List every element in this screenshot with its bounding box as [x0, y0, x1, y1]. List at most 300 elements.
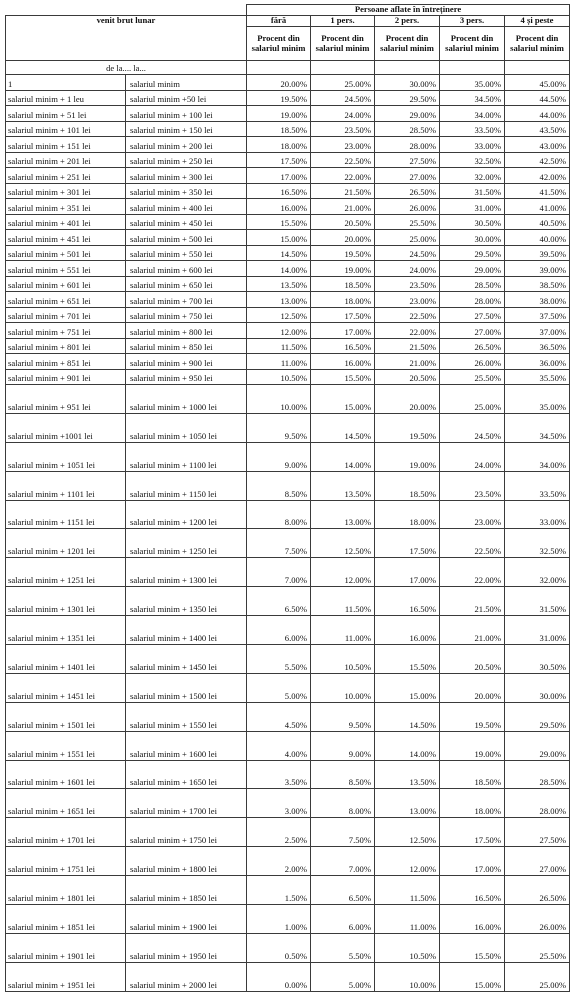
percent-cell: 35.00%	[505, 385, 570, 414]
percent-cell: 7.50%	[247, 529, 311, 558]
table-row	[6, 152, 570, 168]
percent-cell: 8.50%	[247, 471, 311, 500]
percent-cell: 20.50%	[375, 369, 440, 385]
table-row	[6, 75, 570, 91]
table-row	[6, 168, 570, 184]
table-row	[6, 106, 570, 122]
percent-cell: 25.00%	[375, 230, 440, 246]
gross-income-header: venit brut lunar	[6, 16, 247, 61]
income-from-cell: salariul minim + 1051 lei	[6, 442, 126, 471]
percent-cell: 23.00%	[311, 137, 375, 153]
percent-cell: 29.50%	[440, 245, 505, 261]
income-from-cell: salariul minim + 1501 lei	[6, 702, 126, 731]
percent-cell: 38.00%	[505, 292, 570, 308]
income-to-cell: salariul minim + 1100 lei	[126, 442, 247, 471]
percent-cell: 25.50%	[440, 369, 505, 385]
percent-cell: 15.00%	[247, 230, 311, 246]
percent-cell: 36.50%	[505, 338, 570, 354]
empty-cell	[375, 61, 440, 75]
percent-cell: 27.50%	[375, 152, 440, 168]
percent-cell: 11.50%	[311, 587, 375, 616]
col-header-1-person: 1 pers.	[311, 16, 375, 27]
percent-cell: 31.50%	[440, 183, 505, 199]
percent-cell: 11.50%	[375, 876, 440, 905]
percent-cell: 21.50%	[440, 587, 505, 616]
percent-cell: 18.00%	[311, 292, 375, 308]
empty-cell	[247, 61, 311, 75]
col-header-none: fără	[247, 16, 311, 27]
percent-cell: 5.00%	[311, 962, 375, 991]
income-from-cell: salariul minim + 501 lei	[6, 245, 126, 261]
percent-cell: 18.50%	[247, 121, 311, 137]
income-to-cell: salariul minim + 450 lei	[126, 214, 247, 230]
table-row	[6, 276, 570, 292]
percent-cell: 34.50%	[505, 413, 570, 442]
percent-cell: 32.00%	[505, 558, 570, 587]
income-to-cell: salariul minim + 500 lei	[126, 230, 247, 246]
table-row	[6, 90, 570, 106]
percent-cell: 28.00%	[375, 137, 440, 153]
income-from-cell: salariul minim + 1901 lei	[6, 933, 126, 962]
income-to-cell: salariul minim + 1750 lei	[126, 818, 247, 847]
percent-cell: 39.00%	[505, 261, 570, 277]
percent-cell: 33.00%	[440, 137, 505, 153]
income-from-cell: salariul minim + 1951 lei	[6, 962, 126, 991]
table-row	[6, 338, 570, 354]
percent-cell: 31.50%	[505, 587, 570, 616]
percent-cell: 12.00%	[375, 847, 440, 876]
income-to-cell: salariul minim + 1900 lei	[126, 905, 247, 934]
percent-cell: 29.00%	[505, 731, 570, 760]
table-body	[6, 75, 570, 992]
percent-header: Procent din salariul minim	[505, 27, 570, 61]
percent-cell: 18.50%	[375, 471, 440, 500]
percent-cell: 25.50%	[375, 214, 440, 230]
income-from-cell: salariul minim + 1601 lei	[6, 760, 126, 789]
col-header-2-persons: 2 pers.	[375, 16, 440, 27]
income-to-cell: salariul minim + 250 lei	[126, 152, 247, 168]
income-to-cell: salariul minim + 1600 lei	[126, 731, 247, 760]
income-from-cell: salariul minim + 1551 lei	[6, 731, 126, 760]
table-row	[6, 760, 570, 789]
percent-cell: 22.00%	[311, 168, 375, 184]
table-row	[6, 214, 570, 230]
income-from-cell: salariul minim + 401 lei	[6, 214, 126, 230]
income-from-cell: salariul minim + 151 lei	[6, 137, 126, 153]
income-to-cell: salariul minim +50 lei	[126, 90, 247, 106]
income-from-cell: salariul minim + 951 lei	[6, 385, 126, 414]
percent-cell: 11.50%	[247, 338, 311, 354]
percent-cell: 6.00%	[311, 905, 375, 934]
percent-cell: 1.50%	[247, 876, 311, 905]
percent-cell: 18.00%	[440, 789, 505, 818]
income-from-cell: salariul minim +1001 lei	[6, 413, 126, 442]
percent-cell: 22.50%	[311, 152, 375, 168]
percent-cell: 37.00%	[505, 323, 570, 339]
income-from-cell: salariul minim + 1701 lei	[6, 818, 126, 847]
income-to-cell: salariul minim + 1850 lei	[126, 876, 247, 905]
percent-cell: 28.00%	[440, 292, 505, 308]
percent-cell: 30.50%	[505, 645, 570, 674]
percent-cell: 10.50%	[247, 369, 311, 385]
percent-cell: 29.00%	[375, 106, 440, 122]
income-to-cell: salariul minim + 150 lei	[126, 121, 247, 137]
percent-cell: 7.00%	[311, 847, 375, 876]
percent-cell: 21.50%	[311, 183, 375, 199]
table-row	[6, 230, 570, 246]
table-row	[6, 413, 570, 442]
table-row	[6, 962, 570, 991]
income-to-cell: salariul minim	[126, 75, 247, 91]
percent-cell: 26.00%	[440, 354, 505, 370]
percent-cell: 18.00%	[375, 500, 440, 529]
income-from-cell: salariul minim + 851 lei	[6, 354, 126, 370]
percent-cell: 43.50%	[505, 121, 570, 137]
percent-cell: 25.50%	[505, 933, 570, 962]
percent-cell: 20.00%	[375, 385, 440, 414]
table-row	[6, 500, 570, 529]
percent-cell: 26.50%	[505, 876, 570, 905]
income-from-cell: salariul minim + 1401 lei	[6, 645, 126, 674]
percent-cell: 17.50%	[375, 529, 440, 558]
percent-cell: 10.00%	[375, 962, 440, 991]
table-row	[6, 731, 570, 760]
percent-cell: 22.50%	[375, 307, 440, 323]
percent-cell: 4.00%	[247, 731, 311, 760]
income-to-cell: salariul minim + 700 lei	[126, 292, 247, 308]
income-from-cell: salariul minim + 1101 lei	[6, 471, 126, 500]
percent-cell: 28.00%	[505, 789, 570, 818]
percent-cell: 21.00%	[440, 616, 505, 645]
percent-cell: 19.50%	[311, 245, 375, 261]
percent-cell: 12.50%	[375, 818, 440, 847]
income-to-cell: salariul minim + 1400 lei	[126, 616, 247, 645]
percent-cell: 13.50%	[311, 471, 375, 500]
col-header-3-persons: 3 pers.	[440, 16, 505, 27]
income-from-cell: salariul minim + 251 lei	[6, 168, 126, 184]
percent-cell: 11.00%	[375, 905, 440, 934]
table-row	[6, 245, 570, 261]
income-to-cell: salariul minim + 1650 lei	[126, 760, 247, 789]
percent-cell: 19.00%	[247, 106, 311, 122]
percent-cell: 17.50%	[311, 307, 375, 323]
income-from-cell: salariul minim + 201 lei	[6, 152, 126, 168]
percent-cell: 14.50%	[247, 245, 311, 261]
table-row	[6, 369, 570, 385]
percent-cell: 20.00%	[440, 673, 505, 702]
percent-cell: 34.50%	[440, 90, 505, 106]
percent-cell: 13.00%	[375, 789, 440, 818]
percent-cell: 17.50%	[440, 818, 505, 847]
percent-cell: 12.00%	[247, 323, 311, 339]
percent-cell: 0.50%	[247, 933, 311, 962]
percent-cell: 11.00%	[311, 616, 375, 645]
income-to-cell: salariul minim + 400 lei	[126, 199, 247, 215]
percent-cell: 45.00%	[505, 75, 570, 91]
income-from-cell: salariul minim + 1 leu	[6, 90, 126, 106]
percent-cell: 24.00%	[375, 261, 440, 277]
percent-cell: 20.00%	[311, 230, 375, 246]
percent-cell: 14.00%	[311, 442, 375, 471]
percent-cell: 10.00%	[247, 385, 311, 414]
empty-cell	[440, 61, 505, 75]
income-from-cell: salariul minim + 1451 lei	[6, 673, 126, 702]
percent-cell: 14.00%	[247, 261, 311, 277]
percent-cell: 35.50%	[505, 369, 570, 385]
table-row	[6, 199, 570, 215]
percent-cell: 24.50%	[375, 245, 440, 261]
percent-cell: 16.50%	[375, 587, 440, 616]
percent-cell: 15.50%	[311, 369, 375, 385]
table-row	[6, 183, 570, 199]
percent-cell: 21.00%	[311, 199, 375, 215]
percent-cell: 11.00%	[247, 354, 311, 370]
income-to-cell: salariul minim + 100 lei	[126, 106, 247, 122]
percent-cell: 35.00%	[440, 75, 505, 91]
percent-cell: 15.00%	[375, 673, 440, 702]
income-to-cell: salariul minim + 200 lei	[126, 137, 247, 153]
table-row	[6, 905, 570, 934]
table-row	[6, 385, 570, 414]
table-row	[6, 702, 570, 731]
percent-cell: 3.50%	[247, 760, 311, 789]
percent-cell: 26.00%	[505, 905, 570, 934]
percent-cell: 41.50%	[505, 183, 570, 199]
percent-cell: 16.50%	[311, 338, 375, 354]
table-row	[6, 529, 570, 558]
income-to-cell: salariul minim + 600 lei	[126, 261, 247, 277]
table-row	[6, 645, 570, 674]
percent-cell: 0.00%	[247, 962, 311, 991]
percent-header: Procent din salariul minim	[375, 27, 440, 61]
income-to-cell: salariul minim + 1200 lei	[126, 500, 247, 529]
percent-cell: 17.50%	[247, 152, 311, 168]
percent-cell: 19.00%	[375, 442, 440, 471]
percent-cell: 18.50%	[440, 760, 505, 789]
percent-cell: 26.50%	[375, 183, 440, 199]
percent-cell: 9.50%	[311, 702, 375, 731]
percent-cell: 16.00%	[375, 616, 440, 645]
income-to-cell: salariul minim + 1550 lei	[126, 702, 247, 731]
income-from-cell: salariul minim + 101 lei	[6, 121, 126, 137]
percent-cell: 6.50%	[311, 876, 375, 905]
percent-cell: 39.50%	[505, 245, 570, 261]
percent-cell: 37.50%	[505, 307, 570, 323]
income-from-cell: salariul minim + 651 lei	[6, 292, 126, 308]
percent-cell: 19.50%	[375, 413, 440, 442]
table-row	[6, 471, 570, 500]
table-row	[6, 876, 570, 905]
percent-cell: 15.50%	[440, 933, 505, 962]
percent-header: Procent din salariul minim	[311, 27, 375, 61]
percent-cell: 30.50%	[440, 214, 505, 230]
percent-cell: 13.00%	[247, 292, 311, 308]
percent-cell: 9.50%	[247, 413, 311, 442]
income-from-cell: salariul minim + 1251 lei	[6, 558, 126, 587]
table-row	[6, 323, 570, 339]
percent-cell: 15.00%	[440, 962, 505, 991]
table-row	[6, 292, 570, 308]
income-from-cell: salariul minim + 1851 lei	[6, 905, 126, 934]
percent-cell: 23.00%	[440, 500, 505, 529]
income-from-cell: salariul minim + 701 lei	[6, 307, 126, 323]
income-to-cell: salariul minim + 1950 lei	[126, 933, 247, 962]
percent-cell: 24.50%	[440, 413, 505, 442]
table-row	[6, 818, 570, 847]
percent-cell: 3.00%	[247, 789, 311, 818]
percent-cell: 32.00%	[440, 168, 505, 184]
percent-cell: 15.00%	[311, 385, 375, 414]
percent-cell: 30.00%	[375, 75, 440, 91]
income-to-cell: salariul minim + 1350 lei	[126, 587, 247, 616]
percent-cell: 17.00%	[375, 558, 440, 587]
percent-cell: 34.00%	[505, 442, 570, 471]
income-to-cell: salariul minim + 1000 lei	[126, 385, 247, 414]
income-from-cell: salariul minim + 1351 lei	[6, 616, 126, 645]
income-to-cell: salariul minim + 750 lei	[126, 307, 247, 323]
percent-cell: 24.00%	[440, 442, 505, 471]
percent-cell: 42.50%	[505, 152, 570, 168]
percent-cell: 14.00%	[375, 731, 440, 760]
income-from-cell: 1	[6, 75, 126, 91]
percent-cell: 28.50%	[440, 276, 505, 292]
income-from-cell: salariul minim + 801 lei	[6, 338, 126, 354]
percent-cell: 15.50%	[247, 214, 311, 230]
percent-cell: 27.00%	[375, 168, 440, 184]
percent-cell: 17.00%	[247, 168, 311, 184]
percent-cell: 5.50%	[247, 645, 311, 674]
percent-cell: 7.50%	[311, 818, 375, 847]
percent-cell: 22.00%	[375, 323, 440, 339]
income-to-cell: salariul minim + 1800 lei	[126, 847, 247, 876]
percent-cell: 40.50%	[505, 214, 570, 230]
income-to-cell: salariul minim + 650 lei	[126, 276, 247, 292]
income-from-cell: salariul minim + 51 lei	[6, 106, 126, 122]
percent-cell: 5.00%	[247, 673, 311, 702]
income-from-cell: salariul minim + 1151 lei	[6, 500, 126, 529]
percent-cell: 17.00%	[440, 847, 505, 876]
percent-cell: 30.00%	[440, 230, 505, 246]
percent-cell: 44.50%	[505, 90, 570, 106]
percent-cell: 6.00%	[247, 616, 311, 645]
percent-cell: 12.50%	[247, 307, 311, 323]
income-to-cell: salariul minim + 300 lei	[126, 168, 247, 184]
percent-cell: 24.00%	[311, 106, 375, 122]
table-row	[6, 616, 570, 645]
table-row	[6, 933, 570, 962]
percent-cell: 27.00%	[505, 847, 570, 876]
percent-cell: 12.00%	[311, 558, 375, 587]
income-from-cell: salariul minim + 1201 lei	[6, 529, 126, 558]
empty-cell	[311, 61, 375, 75]
table-row	[6, 307, 570, 323]
percent-cell: 12.50%	[311, 529, 375, 558]
percent-cell: 25.00%	[440, 385, 505, 414]
percent-cell: 32.50%	[440, 152, 505, 168]
income-to-cell: salariul minim + 1450 lei	[126, 645, 247, 674]
percent-cell: 25.00%	[505, 962, 570, 991]
income-from-cell: salariul minim + 451 lei	[6, 230, 126, 246]
income-to-cell: salariul minim + 350 lei	[126, 183, 247, 199]
percent-cell: 28.50%	[375, 121, 440, 137]
dependents-group-header: Persoane aflate în întreținere	[247, 5, 570, 16]
percent-header: Procent din salariul minim	[247, 27, 311, 61]
percent-cell: 2.00%	[247, 847, 311, 876]
income-to-cell: salariul minim + 1300 lei	[126, 558, 247, 587]
percent-cell: 20.00%	[247, 75, 311, 91]
percent-cell: 10.50%	[375, 933, 440, 962]
percent-cell: 24.50%	[311, 90, 375, 106]
table-row	[6, 558, 570, 587]
percent-cell: 6.50%	[247, 587, 311, 616]
percent-cell: 15.50%	[375, 645, 440, 674]
income-to-cell: salariul minim + 550 lei	[126, 245, 247, 261]
percent-cell: 16.00%	[311, 354, 375, 370]
percent-cell: 31.00%	[440, 199, 505, 215]
percent-cell: 30.00%	[505, 673, 570, 702]
percent-cell: 21.00%	[375, 354, 440, 370]
percent-cell: 34.00%	[440, 106, 505, 122]
table-row	[6, 789, 570, 818]
percent-cell: 14.50%	[375, 702, 440, 731]
percent-cell: 22.00%	[440, 558, 505, 587]
percent-cell: 16.00%	[440, 905, 505, 934]
percent-cell: 10.00%	[311, 673, 375, 702]
percent-cell: 17.00%	[311, 323, 375, 339]
percent-cell: 38.50%	[505, 276, 570, 292]
income-from-cell: salariul minim + 301 lei	[6, 183, 126, 199]
percent-cell: 4.50%	[247, 702, 311, 731]
percent-cell: 14.50%	[311, 413, 375, 442]
percent-cell: 32.50%	[505, 529, 570, 558]
percent-header: Procent din salariul minim	[440, 27, 505, 61]
income-to-cell: salariul minim + 2000 lei	[126, 962, 247, 991]
percent-cell: 9.00%	[311, 731, 375, 760]
percent-cell: 26.50%	[440, 338, 505, 354]
percent-cell: 26.00%	[375, 199, 440, 215]
table-row	[6, 847, 570, 876]
percent-cell: 23.50%	[311, 121, 375, 137]
income-from-cell: salariul minim + 1301 lei	[6, 587, 126, 616]
col-header-4-plus: 4 și peste	[505, 16, 570, 27]
percent-cell: 31.00%	[505, 616, 570, 645]
header-blank-cell	[6, 5, 247, 16]
percent-cell: 20.50%	[440, 645, 505, 674]
percent-cell: 16.00%	[247, 199, 311, 215]
percent-cell: 8.00%	[311, 789, 375, 818]
percent-cell: 36.00%	[505, 354, 570, 370]
percent-cell: 33.50%	[505, 471, 570, 500]
percent-cell: 18.00%	[247, 137, 311, 153]
table-row	[6, 354, 570, 370]
percent-cell: 1.00%	[247, 905, 311, 934]
percent-cell: 27.50%	[440, 307, 505, 323]
percent-cell: 23.00%	[375, 292, 440, 308]
percent-cell: 7.00%	[247, 558, 311, 587]
income-from-cell: salariul minim + 1801 lei	[6, 876, 126, 905]
percent-cell: 27.00%	[440, 323, 505, 339]
percent-cell: 16.50%	[247, 183, 311, 199]
percent-cell: 40.00%	[505, 230, 570, 246]
percent-cell: 41.00%	[505, 199, 570, 215]
income-from-cell: salariul minim + 901 lei	[6, 369, 126, 385]
percent-cell: 13.00%	[311, 500, 375, 529]
percent-cell: 9.00%	[247, 442, 311, 471]
income-to-cell: salariul minim + 950 lei	[126, 369, 247, 385]
percent-cell: 19.00%	[311, 261, 375, 277]
table-row	[6, 673, 570, 702]
income-from-cell: salariul minim + 351 lei	[6, 199, 126, 215]
